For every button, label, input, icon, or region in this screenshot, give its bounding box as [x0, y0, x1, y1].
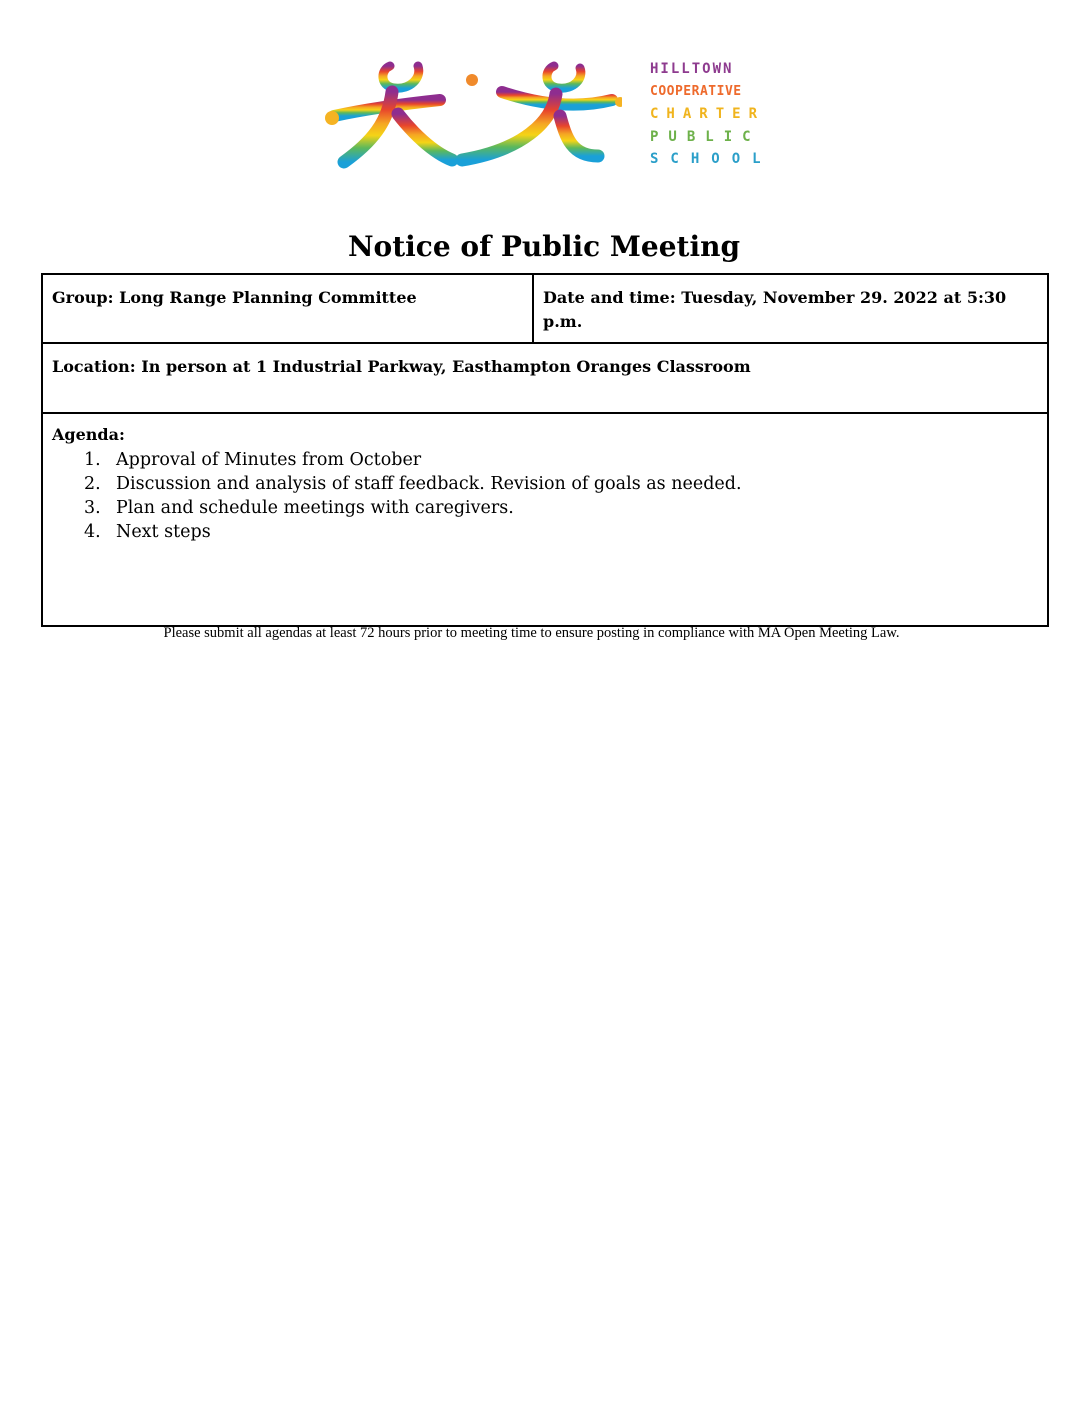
- logo-figures-graphic: [322, 52, 622, 182]
- agenda-cell: [42, 413, 1048, 626]
- school-logo: [322, 52, 792, 182]
- agenda-item: [52, 448, 1039, 472]
- agenda-item-number: 2.: [84, 474, 101, 494]
- agenda-item-text: Approval of Minutes from October: [116, 450, 422, 470]
- agenda-item-number: 1.: [84, 450, 101, 470]
- group-text: Group: Long Range Planning Committee: [52, 288, 417, 307]
- group-cell: [42, 274, 533, 343]
- date-time-text: Date and time: Tuesday, November 29. 2022 at 5:30 p.m.: [543, 288, 1007, 331]
- footer-note: Please submit all agendas at least 72 hours prior to meeting time to ensure posting in compliance with MA Open Meeting Law.: [163, 625, 900, 641]
- date-time-cell: [533, 274, 1048, 343]
- logo-line: CHARTER: [650, 106, 766, 122]
- agenda-item-text: Plan and schedule meetings with caregivers.: [116, 498, 514, 518]
- logo-line: HILLTOWN: [650, 61, 734, 77]
- agenda-item-text: Discussion and analysis of staff feedback. Revision of goals as needed.: [116, 474, 742, 494]
- agenda-item-number: 4.: [84, 522, 101, 542]
- logo-line: PUBLIC: [650, 128, 761, 145]
- agenda-item-text: Next steps: [116, 522, 211, 542]
- table-row: [42, 413, 1048, 626]
- agenda-item: [52, 472, 1039, 496]
- logo-line: COOPERATIVE: [650, 83, 742, 99]
- location-cell: [42, 343, 1048, 413]
- table-row: [42, 274, 1048, 343]
- page-title: Notice of Public Meeting: [347, 230, 741, 263]
- agenda-item-number: 3.: [84, 498, 101, 518]
- logo-wordmark: [650, 58, 773, 171]
- agenda-label: Agenda:: [52, 425, 125, 444]
- meeting-info-table: [41, 273, 1049, 627]
- table-row: [42, 343, 1048, 413]
- agenda-list: [52, 448, 1039, 544]
- location-text: Location: In person at 1 Industrial Parkway, Easthampton Oranges Classroom: [52, 357, 751, 376]
- logo-line: SCHOOL: [650, 151, 773, 167]
- agenda-item: [52, 496, 1039, 520]
- agenda-item: [52, 520, 1039, 544]
